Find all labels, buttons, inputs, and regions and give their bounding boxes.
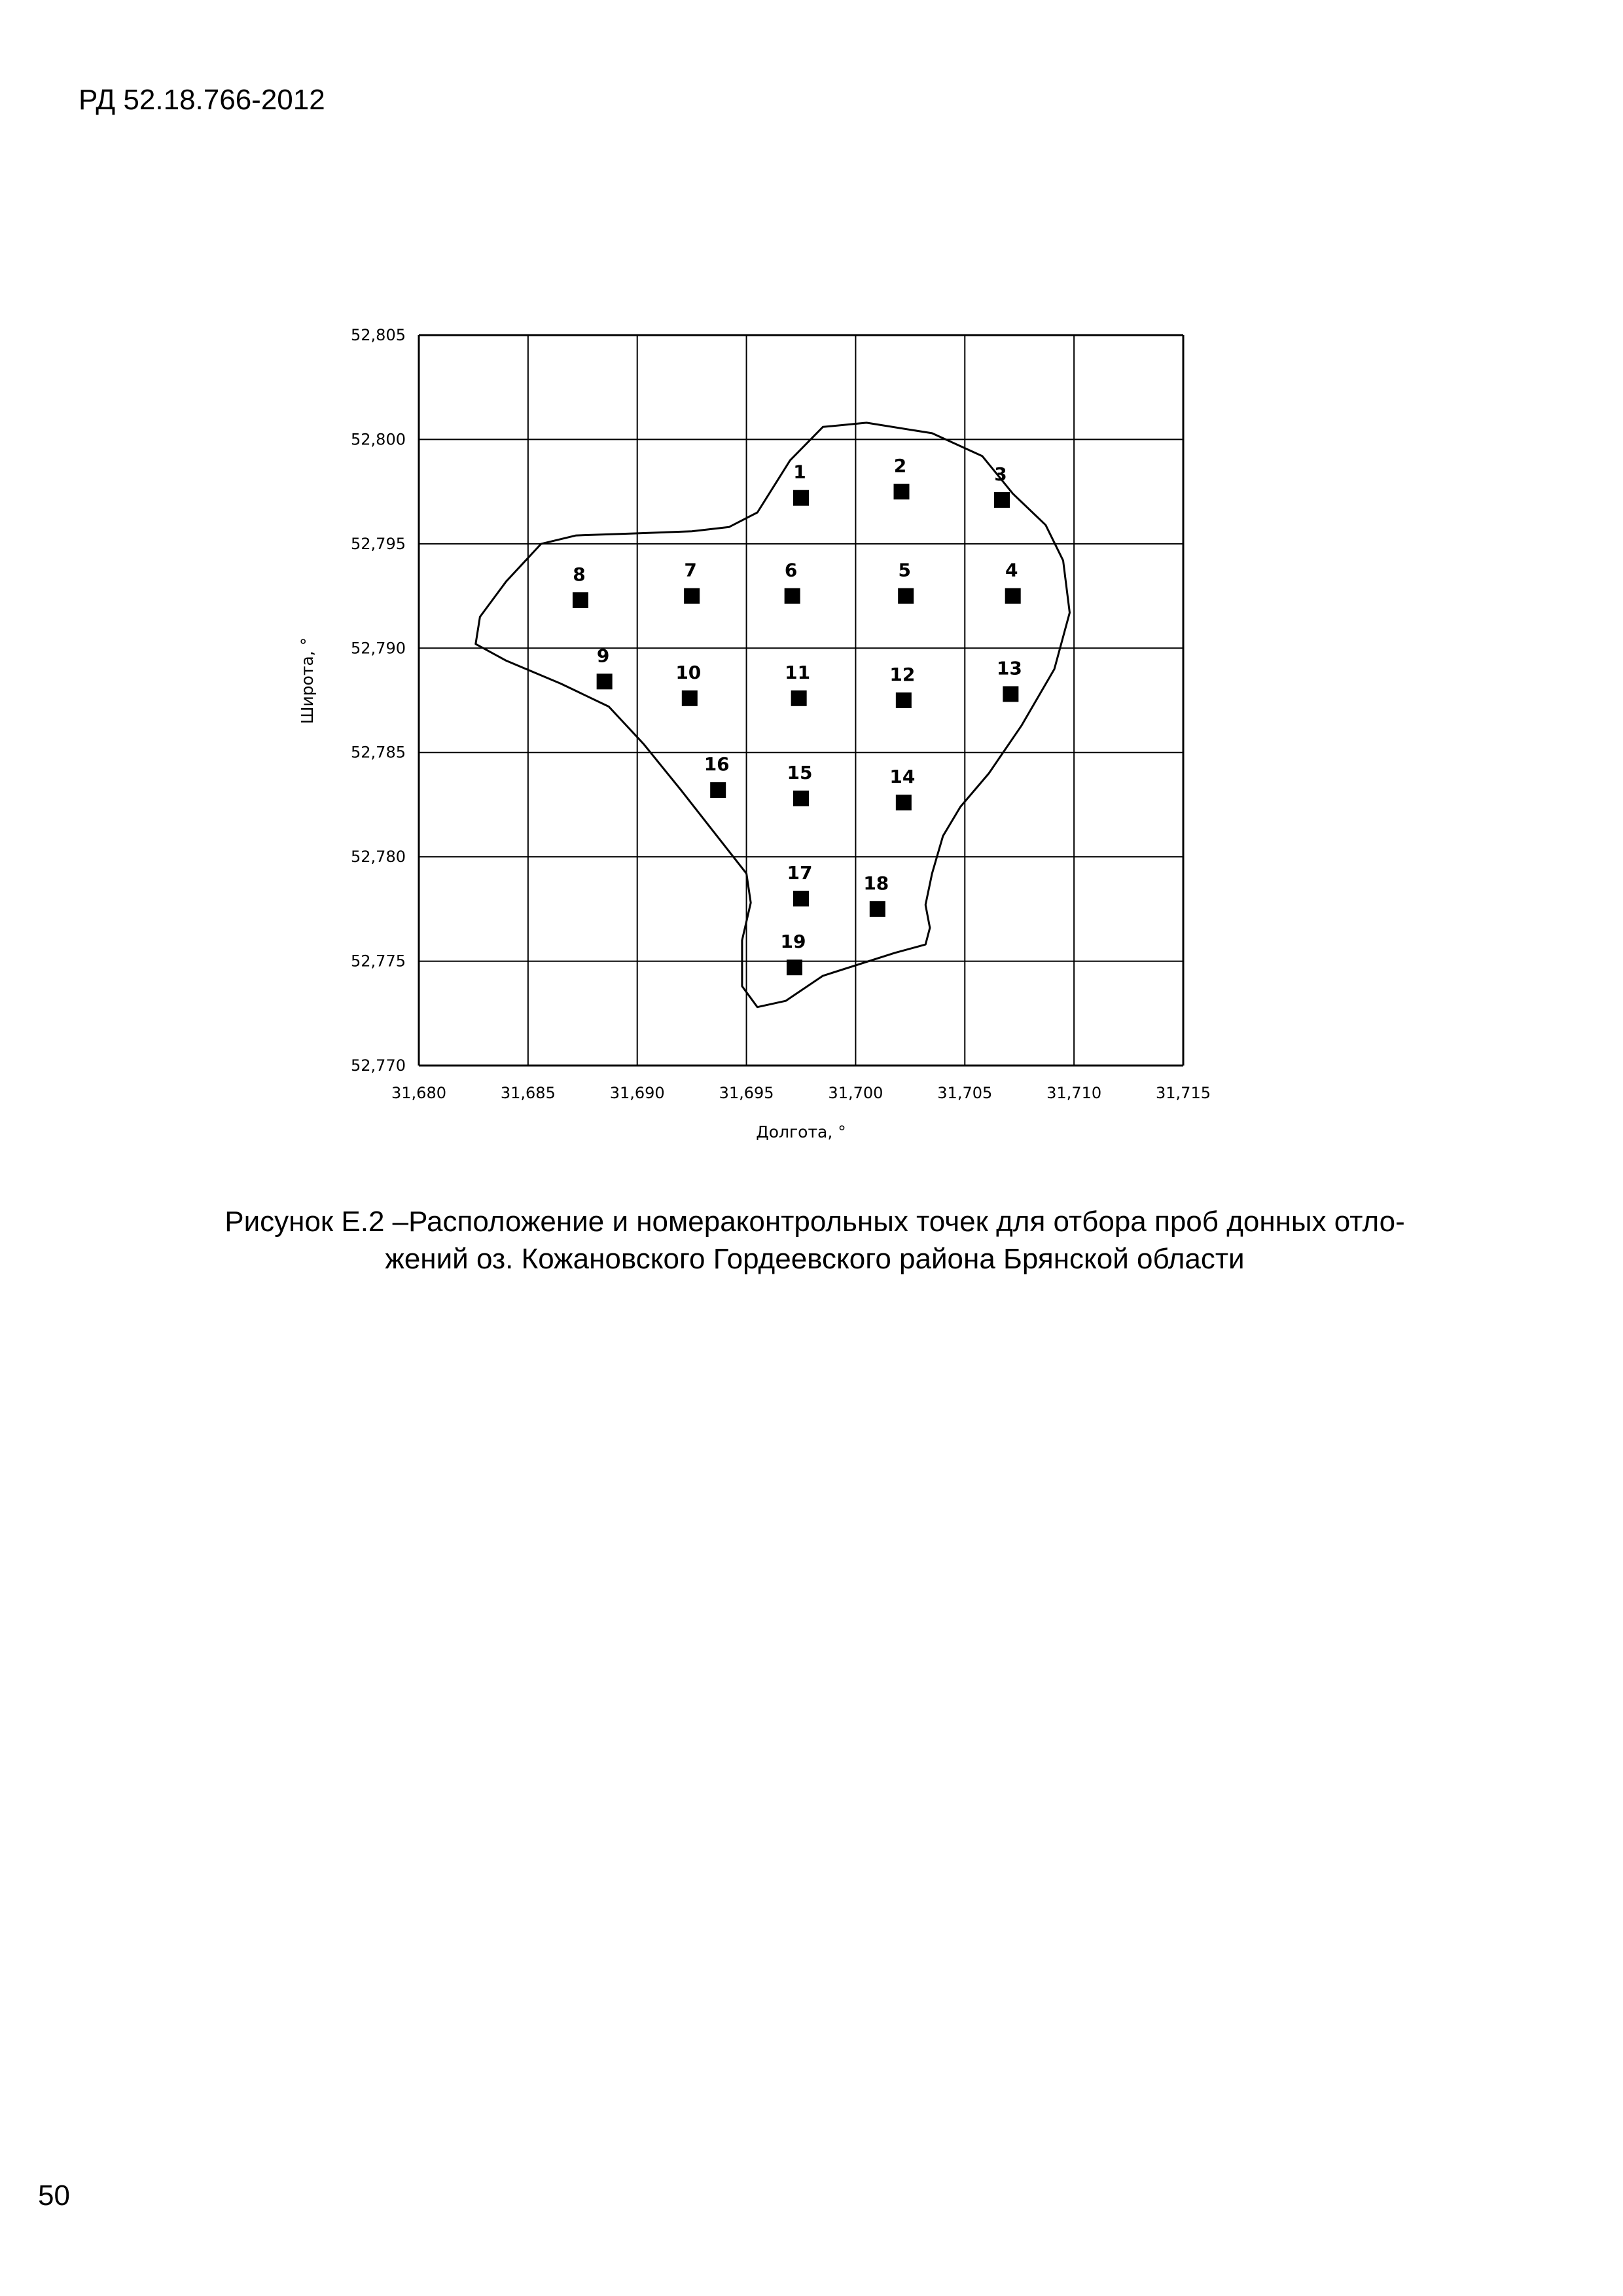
sampling-point	[894, 484, 910, 499]
sampling-point	[597, 673, 613, 689]
document-header: РД 52.18.766-2012	[79, 84, 325, 116]
y-tick-label: 52,790	[351, 639, 406, 658]
y-tick-label: 52,800	[351, 430, 406, 449]
x-tick-label: 31,705	[937, 1084, 993, 1102]
sampling-point-label: 8	[573, 563, 586, 585]
sampling-point-label: 2	[893, 455, 907, 477]
sampling-point	[787, 960, 802, 975]
sampling-point	[682, 691, 698, 706]
lake-outline-layer	[476, 423, 1070, 1007]
sampling-point-label: 4	[1005, 559, 1018, 581]
sampling-point-label: 9	[596, 645, 610, 667]
sampling-point-label: 17	[787, 861, 813, 884]
sampling-point	[793, 791, 809, 806]
x-tick-label: 31,685	[500, 1084, 556, 1102]
tick-labels-layer	[351, 326, 1211, 1102]
sampling-point-label: 5	[898, 559, 911, 581]
sampling-point	[898, 588, 914, 604]
x-tick-label: 31,715	[1156, 1084, 1211, 1102]
page-number: 50	[38, 2179, 70, 2212]
sampling-point	[896, 795, 912, 810]
sampling-point-label: 11	[785, 661, 811, 683]
sampling-point-label: 18	[863, 872, 889, 894]
y-tick-label: 52,805	[351, 326, 406, 344]
sampling-point	[896, 692, 912, 708]
sampling-point	[710, 782, 726, 798]
x-tick-label: 31,695	[719, 1084, 774, 1102]
y-tick-label: 52,780	[351, 848, 406, 867]
y-axis-label: Широта, °	[298, 637, 317, 725]
x-tick-label: 31,700	[828, 1084, 883, 1102]
sampling-point	[994, 492, 1010, 508]
x-tick-label: 31,690	[609, 1084, 665, 1102]
sampling-point-label: 12	[889, 664, 916, 685]
sampling-point-label: 6	[784, 559, 798, 581]
y-tick-label: 52,775	[351, 952, 406, 971]
sampling-point	[1005, 588, 1021, 604]
sampling-point	[793, 490, 809, 506]
y-tick-label: 52,770	[351, 1056, 406, 1075]
sampling-point-label: 7	[684, 559, 697, 581]
sampling-point	[684, 588, 700, 604]
lake-outline	[476, 423, 1070, 1007]
sampling-point	[573, 592, 588, 608]
sampling-point-label: 10	[675, 661, 702, 683]
sampling-point-label: 13	[996, 657, 1022, 679]
sampling-point	[793, 891, 809, 906]
figure-caption	[65, 1203, 1564, 1278]
caption-line-2: жений оз. Кожановского Гордеевского района Брянской области	[385, 1243, 1245, 1276]
sampling-point-label: 16	[704, 753, 730, 776]
sampling-point-label: 1	[793, 461, 806, 483]
sampling-point	[870, 901, 885, 917]
sampling-point-label: 14	[889, 766, 916, 788]
y-tick-label: 52,785	[351, 743, 406, 762]
sampling-point-label: 19	[780, 931, 806, 953]
x-axis-label: Долгота, °	[756, 1122, 846, 1141]
sampling-point-label: 3	[994, 463, 1007, 485]
x-tick-label: 31,710	[1046, 1084, 1102, 1102]
caption-line-1: Рисунок Е.2 –Расположение и номераконтрольных точек для отбора проб донных отло-	[224, 1206, 1405, 1238]
sampling-point-label: 15	[787, 761, 813, 783]
x-tick-label: 31,680	[391, 1084, 446, 1102]
sampling-point	[791, 691, 807, 706]
sampling-point	[1003, 686, 1018, 702]
y-tick-label: 52,795	[351, 534, 406, 553]
sampling-point	[785, 588, 800, 604]
